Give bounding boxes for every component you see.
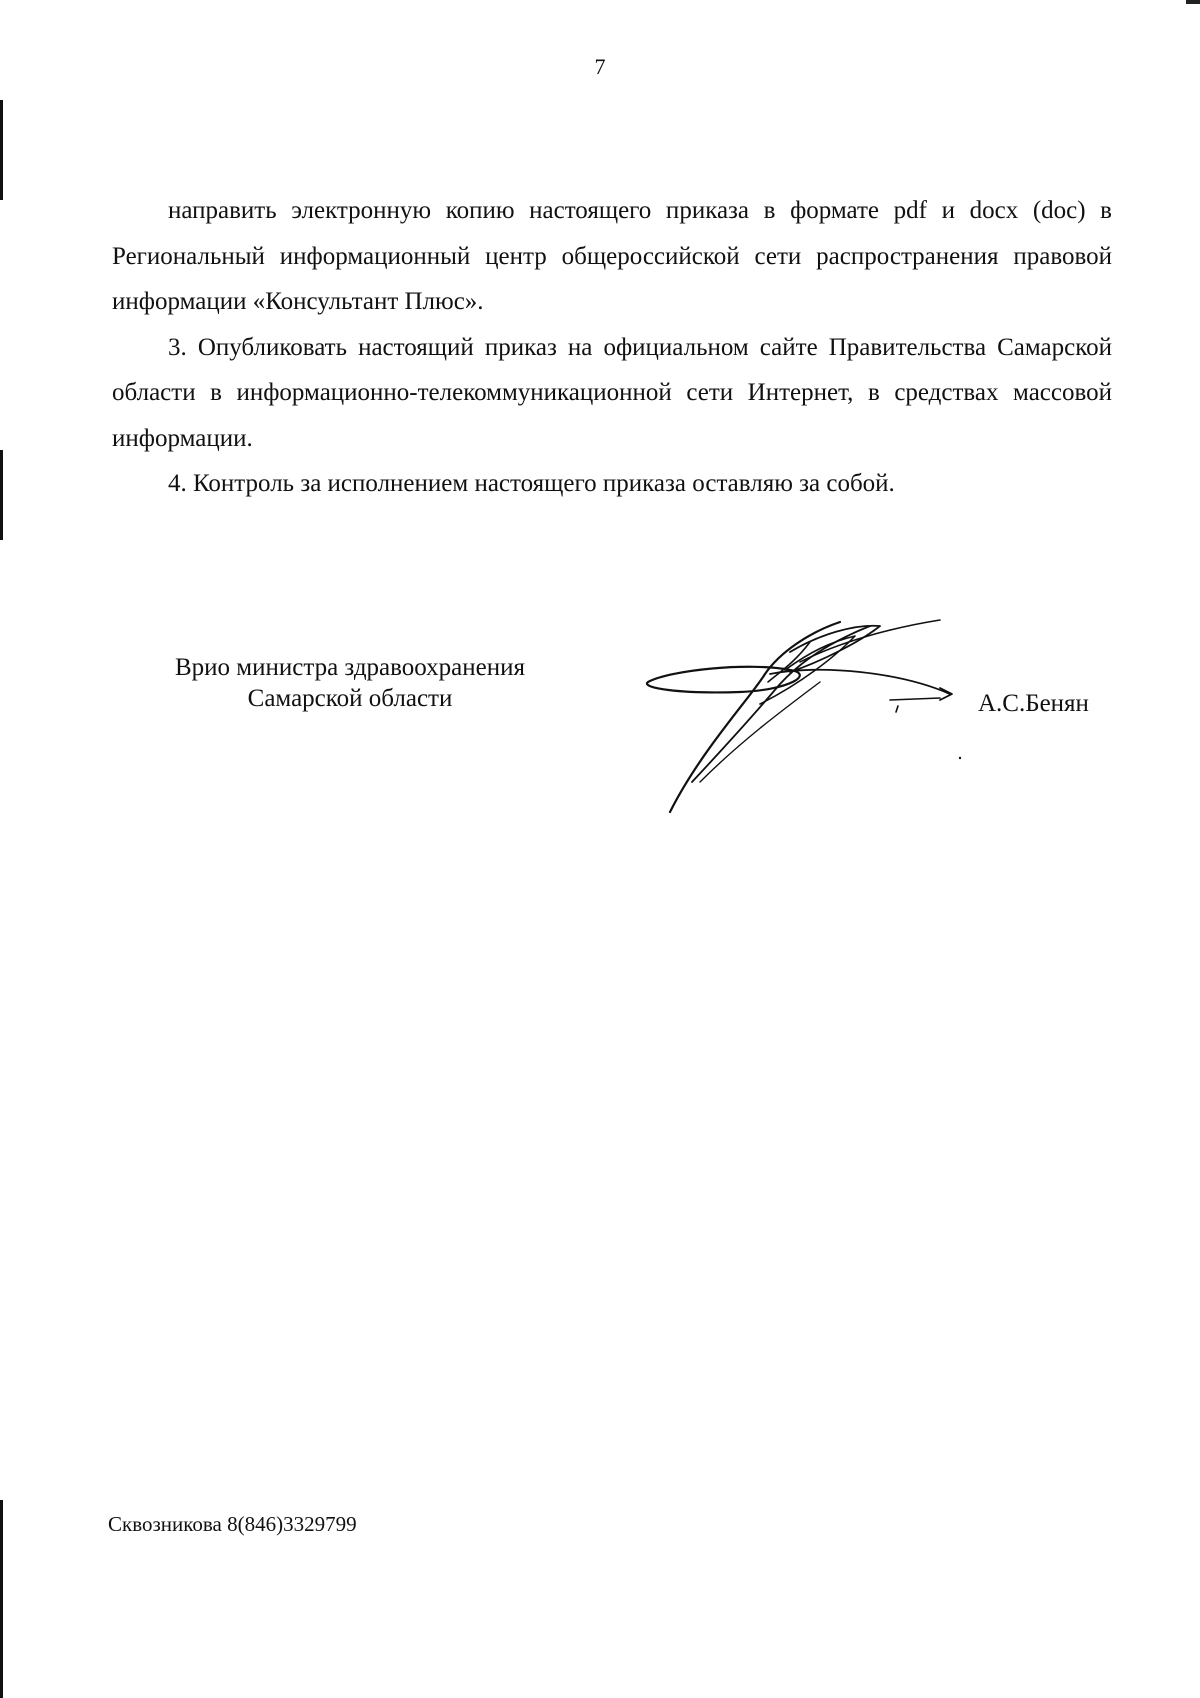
signatory-position xyxy=(140,652,560,714)
scan-edge-mark-bottom xyxy=(0,1500,3,1698)
scan-edge-mark-middle xyxy=(0,450,3,540)
paragraph-electronic-copy: направить электронную копию настоящего приказа в формате pdf и docx (doc) в Региональный информационный центр общероссийской сети распространения правовой информации «Консультант Плюс». xyxy=(112,197,1112,315)
document-body xyxy=(112,188,1112,507)
signatory-position-line-2: Самарской области xyxy=(247,685,453,712)
scan-edge-mark-top xyxy=(0,100,3,200)
page-number: 7 xyxy=(594,54,606,79)
paragraph-control: 4. Контроль за исполнением настоящего приказа оставляю за собой. xyxy=(168,470,895,497)
handwritten-signature xyxy=(640,612,970,832)
signer-name: А.С.Бенян xyxy=(978,690,1089,717)
scan-corner-mark xyxy=(1186,0,1200,4)
executor-contact: Сквозникова 8(846)3329799 xyxy=(108,1512,357,1536)
paragraph-publish-order: 3. Опубликовать настоящий приказ на официальном сайте Правительства Самарской области в информационно-телекоммуникационной сети Интернет, в средствах массовой информации. xyxy=(112,333,1112,452)
signatory-position-line-1: Врио министра здравоохранения xyxy=(174,654,525,681)
